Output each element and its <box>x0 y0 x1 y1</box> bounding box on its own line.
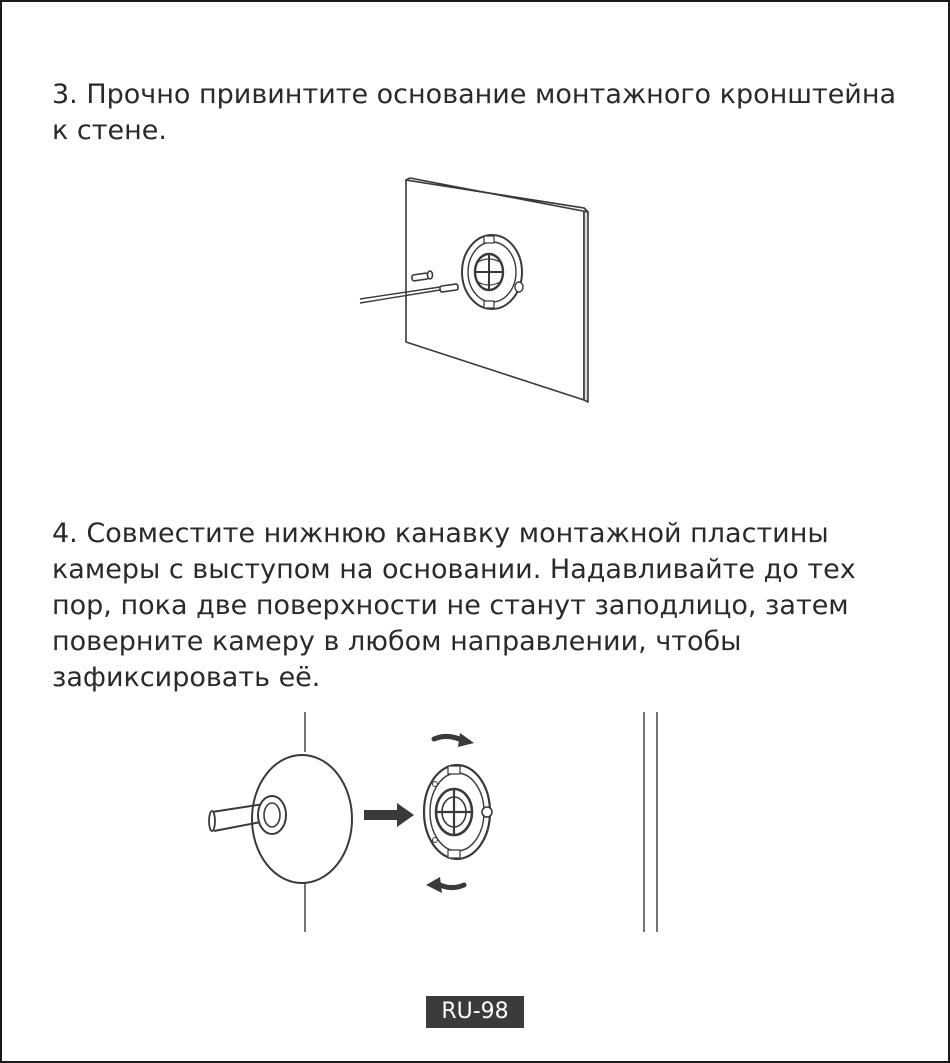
step-4-instruction: 4. Совместите нижнюю канавку монтажной пластины камеры с выступом на основании. Надавливайте до тех пор, пока две поверхности не станут заподлицо, затем поверните камеру в любом направлении, чтобы зафиксировать её. <box>52 518 856 693</box>
mount-base-front <box>424 765 492 859</box>
camera <box>209 712 352 932</box>
wall-edge <box>644 712 657 932</box>
rotate-arrow-bottom-icon <box>426 877 464 893</box>
page-number-badge: RU-98 <box>426 996 524 1028</box>
mount-base <box>462 235 523 309</box>
push-arrow-icon <box>364 803 414 827</box>
wall-mount-screw-illustration <box>342 172 602 412</box>
step-3-instruction: 3. Прочно привинтите основание монтажного кронштейна к стене. <box>52 79 897 146</box>
camera-attach-illustration <box>192 707 682 937</box>
rotate-arrow-top-icon <box>434 733 474 747</box>
